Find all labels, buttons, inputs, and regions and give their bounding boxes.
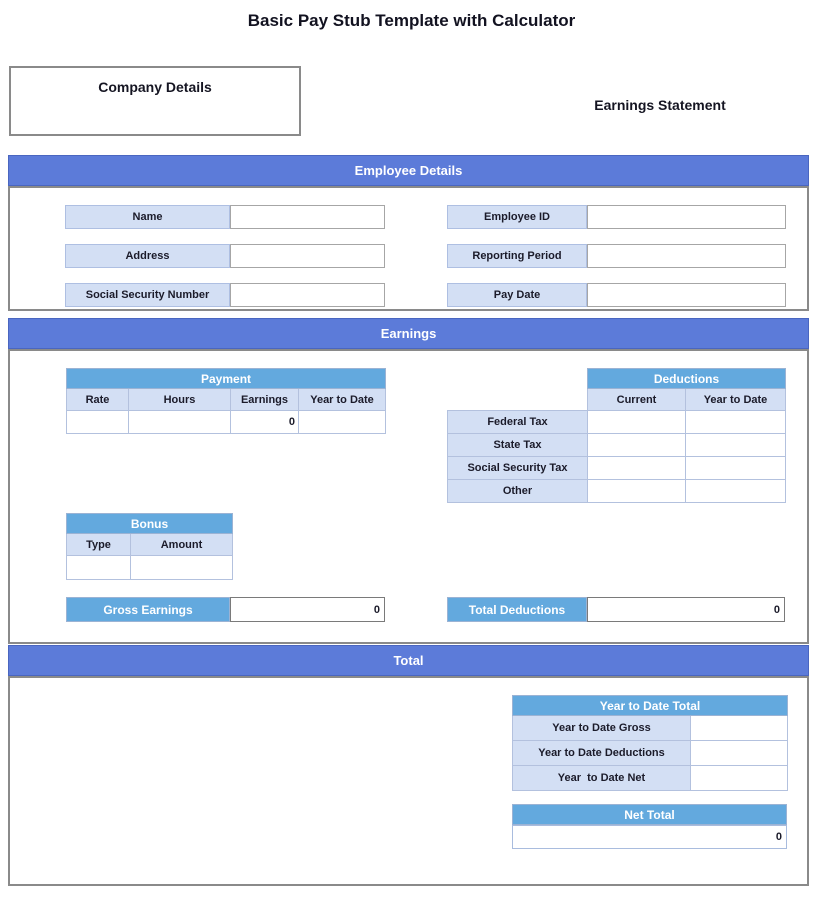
payment-col-hours: Hours — [129, 389, 231, 411]
ytd-net-cell[interactable] — [691, 766, 788, 791]
social-security-number-label: Social Security Number — [65, 283, 230, 307]
other-deduction-current-cell[interactable] — [588, 480, 686, 503]
payment-hours-cell[interactable] — [129, 411, 231, 434]
ytd-deductions-label: Year to Date Deductions — [513, 741, 691, 766]
federal-tax-ytd-cell[interactable] — [686, 411, 786, 434]
deductions-spacer — [448, 389, 588, 411]
pay-date-label: Pay Date — [447, 283, 587, 307]
payment-table-title: Payment — [67, 369, 386, 389]
state-tax-current-cell[interactable] — [588, 434, 686, 457]
bonus-amount-cell[interactable] — [131, 556, 233, 580]
employee-id-field[interactable] — [587, 205, 786, 229]
name-label: Name — [65, 205, 230, 229]
section-header-earnings: Earnings — [8, 318, 809, 349]
employee-id-label: Employee ID — [447, 205, 587, 229]
payment-col-year-to-date: Year to Date — [299, 389, 386, 411]
total-deductions-label: Total Deductions — [447, 597, 587, 622]
section-header-employee-details: Employee Details — [8, 155, 809, 186]
bonus-type-cell[interactable] — [67, 556, 131, 580]
state-tax-label: State Tax — [448, 434, 588, 457]
ytd-gross-cell[interactable] — [691, 716, 788, 741]
company-details-label: Company Details — [98, 79, 212, 95]
net-total-value[interactable]: 0 — [512, 825, 787, 849]
payment-col-rate: Rate — [67, 389, 129, 411]
gross-earnings-label: Gross Earnings — [66, 597, 230, 622]
other-deduction-ytd-cell[interactable] — [686, 480, 786, 503]
social-security-tax-ytd-cell[interactable] — [686, 457, 786, 480]
net-total-label: Net Total — [512, 804, 787, 825]
deductions-col-year-to-date: Year to Date — [686, 389, 786, 411]
page-title: Basic Pay Stub Template with Calculator — [247, 11, 576, 30]
state-tax-ytd-cell[interactable] — [686, 434, 786, 457]
payment-table — [66, 368, 386, 434]
earnings-statement-label: Earnings Statement — [594, 97, 726, 113]
social-security-tax-label: Social Security Tax — [448, 457, 588, 480]
federal-tax-current-cell[interactable] — [588, 411, 686, 434]
social-security-tax-current-cell[interactable] — [588, 457, 686, 480]
ytd-net-label: Year to Date Net — [513, 766, 691, 791]
ytd-deductions-cell[interactable] — [691, 741, 788, 766]
gross-earnings-value[interactable]: 0 — [230, 597, 385, 622]
payment-ytd-cell[interactable] — [299, 411, 386, 434]
bonus-table — [66, 513, 233, 580]
reporting-period-field[interactable] — [587, 244, 786, 268]
bonus-table-title: Bonus — [67, 514, 233, 534]
section-header-total: Total — [8, 645, 809, 676]
bonus-col-type: Type — [67, 534, 131, 556]
deductions-spacer — [448, 369, 588, 389]
reporting-period-label: Reporting Period — [447, 244, 587, 268]
name-field[interactable] — [230, 205, 385, 229]
year-to-date-total-table — [512, 695, 788, 791]
address-field[interactable] — [230, 244, 385, 268]
ytd-table-title: Year to Date Total — [513, 696, 788, 716]
deductions-col-current: Current — [588, 389, 686, 411]
company-details-box[interactable] — [9, 66, 301, 136]
payment-col-earnings: Earnings — [231, 389, 299, 411]
bonus-col-amount: Amount — [131, 534, 233, 556]
other-deduction-label: Other — [448, 480, 588, 503]
payment-earnings-cell[interactable]: 0 — [231, 411, 299, 434]
address-label: Address — [65, 244, 230, 268]
ytd-gross-label: Year to Date Gross — [513, 716, 691, 741]
deductions-table — [447, 368, 786, 503]
payment-rate-cell[interactable] — [67, 411, 129, 434]
total-deductions-value[interactable]: 0 — [587, 597, 785, 622]
federal-tax-label: Federal Tax — [448, 411, 588, 434]
deductions-table-title: Deductions — [588, 369, 786, 389]
social-security-number-field[interactable] — [230, 283, 385, 307]
pay-date-field[interactable] — [587, 283, 786, 307]
